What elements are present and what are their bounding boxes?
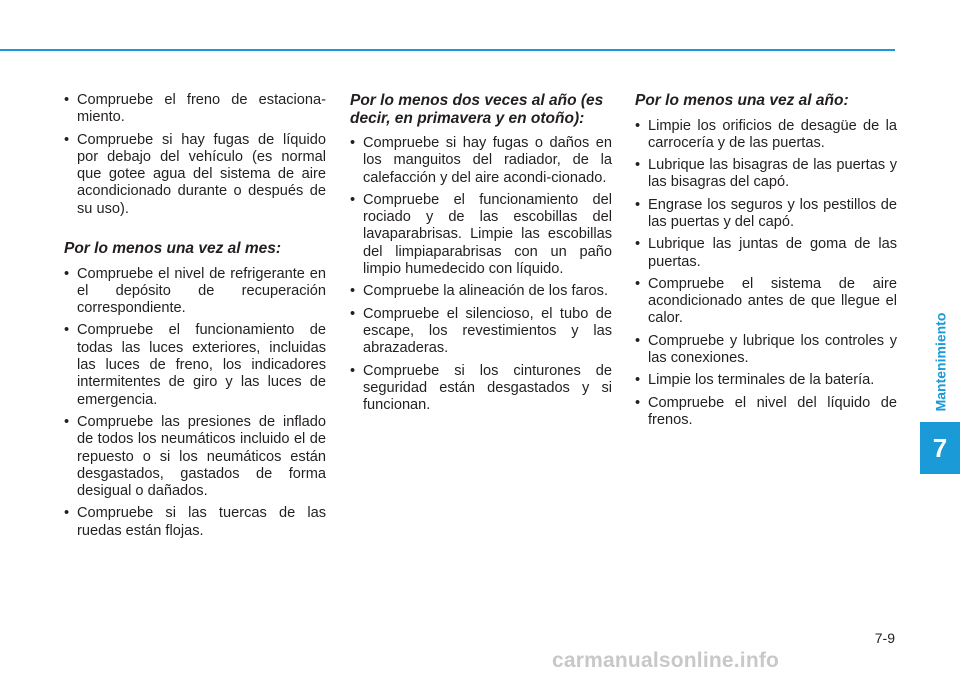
list-item: • Compruebe el funcionamiento de todas las luces exteriores, incluidas las luces de freno, los indicadores intermitentes de giro y las luces de emergencia. [64,322,326,408]
chapter-number-tab: 7 [920,422,960,474]
checklist-annual [635,118,897,430]
page-number: 7-9 [874,630,895,646]
list-item: • Compruebe el nivel de refrigerante en el depósito de recuperación correspondiente. [64,266,326,318]
checklist-monthly [64,266,326,540]
list-item: • Compruebe el freno de estaciona-miento. [64,92,326,127]
column-2 [350,92,612,419]
watermark: carmanualsonline.info [552,649,780,672]
list-item: • Compruebe si las tuercas de las ruedas están flojas. [64,505,326,540]
chapter-tab-label [920,300,960,424]
list-item: • Compruebe el sistema de aire acondicionado antes de que llegue el calor. [635,276,897,328]
section-heading-annual: Por lo menos una vez al año: [635,92,849,109]
list-item: • Compruebe y lubrique los controles y las conexiones. [635,333,897,368]
section-heading-monthly: Por lo menos una vez al mes: [64,240,282,258]
list-item: • Compruebe si los cinturones de seguridad están desgastados y si funcionan. [350,363,612,415]
checklist-general [64,92,326,218]
list-item: • Compruebe el nivel del líquido de frenos. [635,395,897,430]
list-item: • Compruebe la alineación de los faros. [350,283,612,300]
list-item: • Compruebe las presiones de inflado de todos los neumáticos incluido el de repuesto o si los neumáticos están desgastados, gastados de forma desigual o dañados. [64,414,326,500]
column-3 [635,92,897,434]
header-rule [0,49,895,51]
list-item: • Compruebe el silencioso, el tubo de escape, los revestimientos y las abrazaderas. [350,306,612,358]
section-heading-biannual: Por lo menos dos veces al año (es decir, en primavera y en otoño): [350,92,604,127]
list-item: • Compruebe el funcionamiento del rociado y de las escobillas del lavaparabrisas. Limpie las escobillas del limpiaparabrisas con un paño limpio humedecido con líquido. [350,192,612,278]
checklist-biannual [350,135,612,414]
list-item: • Lubrique las bisagras de las puertas y las bisagras del capó. [635,157,897,192]
list-item: • Limpie los terminales de la batería. [635,372,897,389]
chapter-title: Mantenimiento [932,312,948,412]
list-item: • Lubrique las juntas de goma de las puertas. [635,236,897,271]
list-item: • Compruebe si hay fugas o daños en los manguitos del radiador, de la calefacción y del aire acondi-cionado. [350,135,612,187]
list-item: • Engrase los seguros y los pestillos de las puertas y del capó. [635,197,897,232]
list-item: • Limpie los orificios de desagüe de la carrocería y de las puertas. [635,118,897,153]
list-item: • Compruebe si hay fugas de líquido por debajo del vehículo (es normal que gotee agua del sistema de aire acondicionado durante o después de su uso). [64,132,326,218]
column-1 [64,92,326,545]
